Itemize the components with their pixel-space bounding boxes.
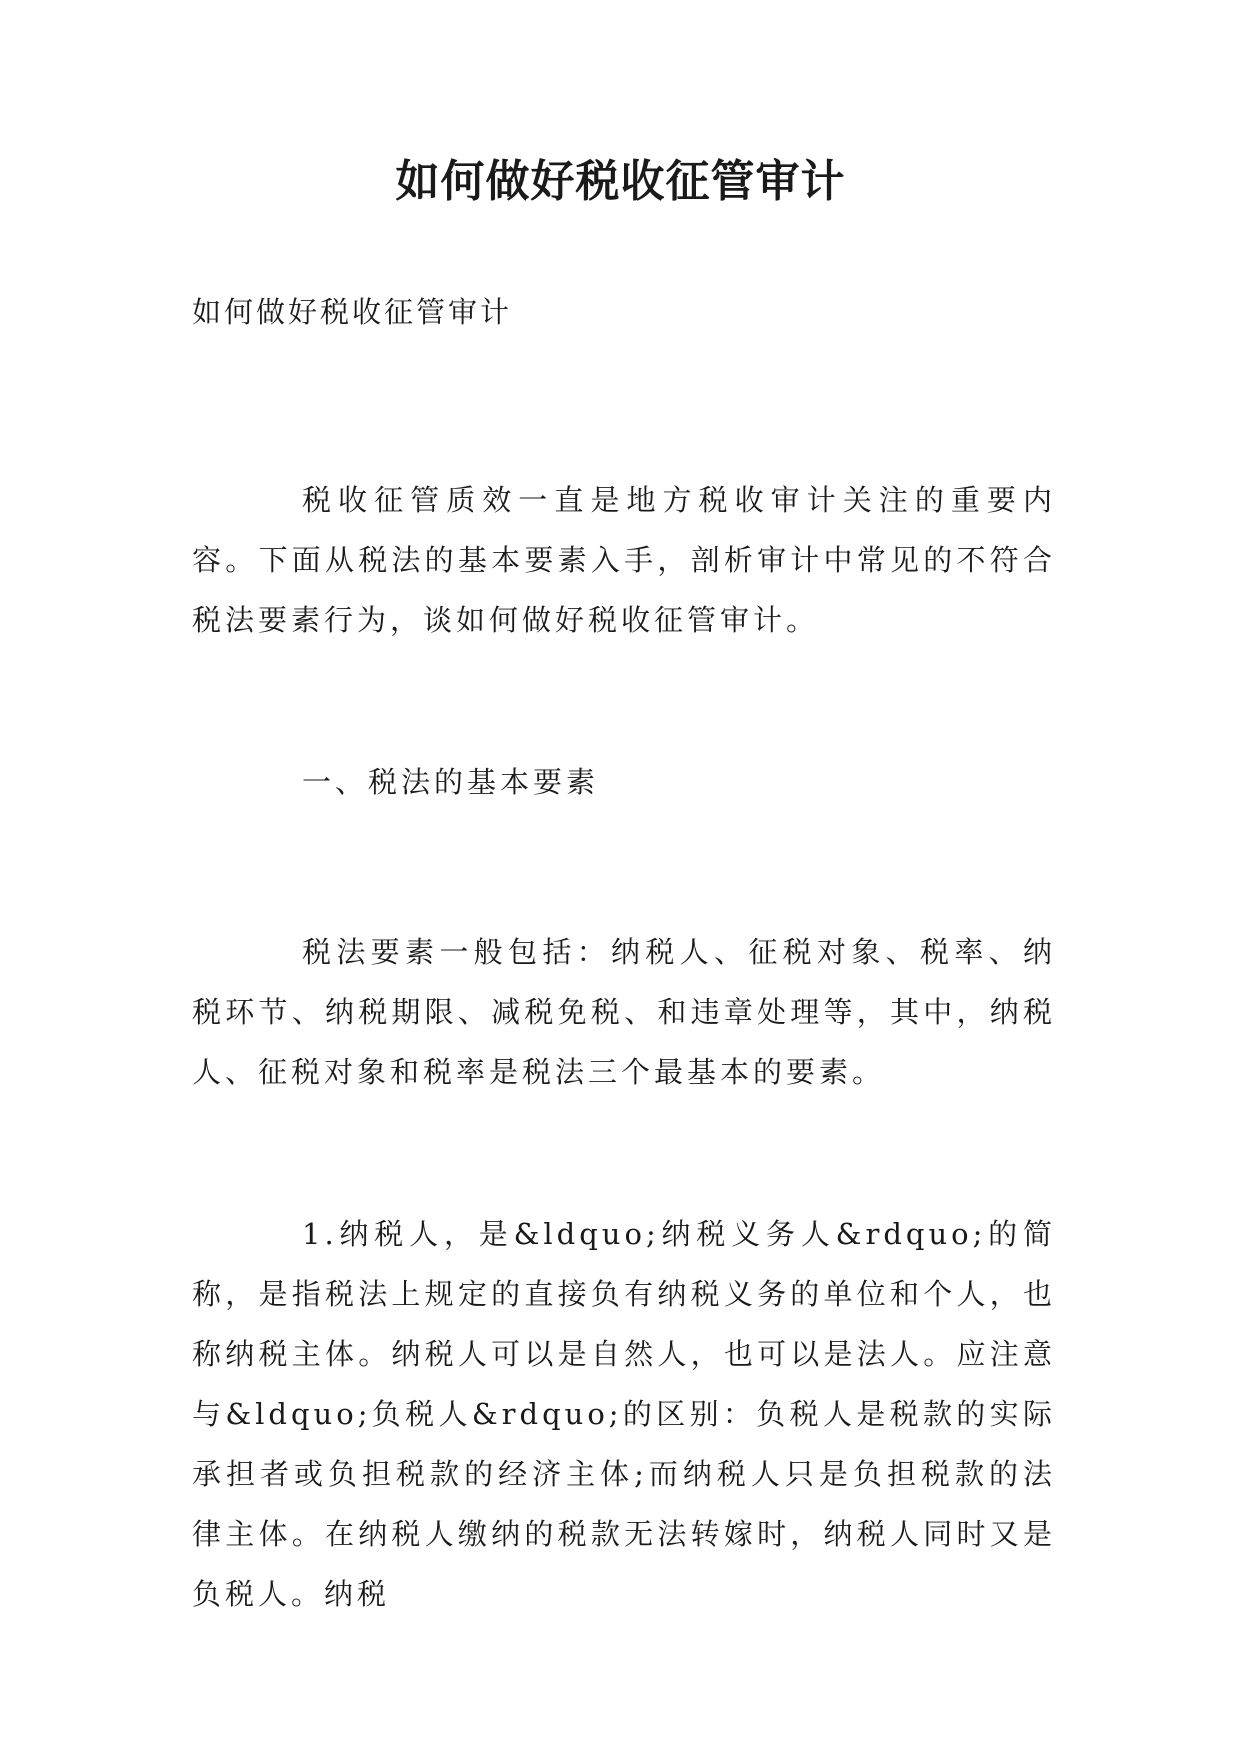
document-subtitle: 如何做好税收征管审计 [192,295,513,329]
elements-paragraph: 税法要素一般包括：纳税人、征税对象、税率、纳税环节、纳税期限、减税免税、和违章处理等，其中，纳税人、征税对象和税率是税法三个最基本的要素。 [192,935,1056,1089]
intro-paragraph: 税收征管质效一直是地方税收审计关注的重要内容。下面从税法的基本要素入手，剖析审计中常见的不符合税法要素行为，谈如何做好税收征管审计。 [192,483,1056,637]
taxpayer-paragraph: 1.纳税人，是&ldquo;纳税义务人&rdquo;的简称，是指税法上规定的直接负有纳税义务的单位和个人，也称纳税主体。纳税人可以是自然人，也可以是法人。应注意与&ldquo;负税人&rdquo;的区别：负税人是税款的实际承担者或负担税款的经济主体;而纳税人只是负担税款的法律主体。在纳税人缴纳的税款无法转嫁时，纳税人同时又是负税人。纳税 [192,1217,1056,1611]
document-title: 如何做好税收征管审计 [395,156,846,207]
section-heading: 一、税法的基本要素 [302,765,600,799]
